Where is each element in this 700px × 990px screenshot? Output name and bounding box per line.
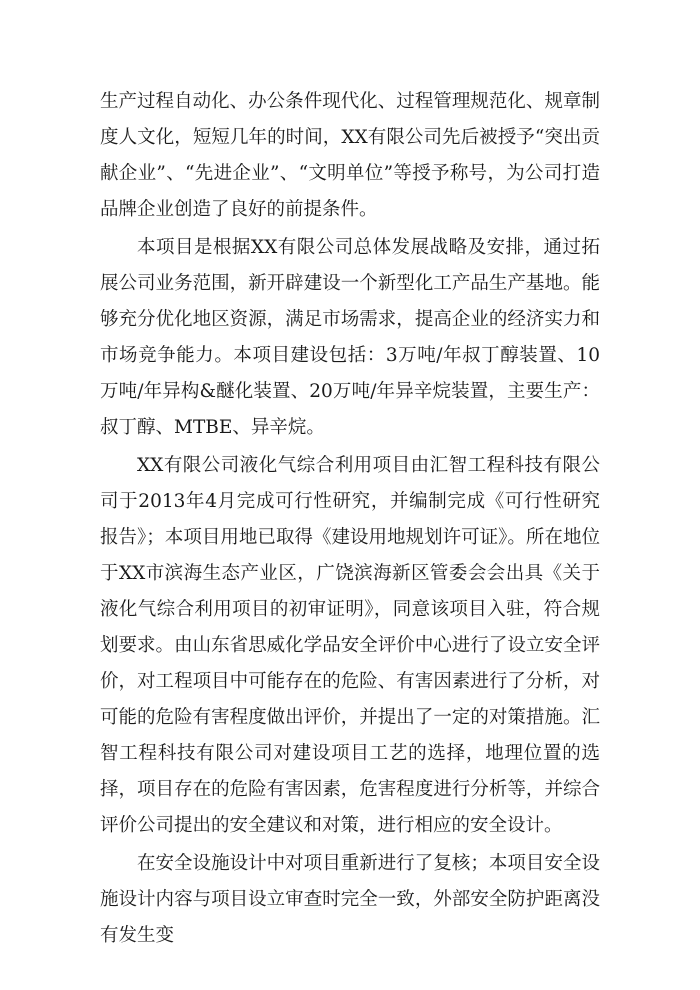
paragraph-4: 在安全设施设计中对项目重新进行了复核；本项目安全设施设计内容与项目设立审查时完全一致，外部安全防护距离没有发生变 [100,853,600,946]
document-body [100,84,600,956]
paragraph-3: XX有限公司液化气综合利用项目由汇智工程科技有限公司于2013年4月完成可行性研究，并编制完成《可行性研究报告》；本项目用地已取得《建设用地规划许可证》。所在地位于XX市滨海生态产业区，广饶滨海新区管委会会出具《关于液化气综合利用项目的初审证明》，同意该项目入驻，符合规划要求。由山东省思威化学品安全评价中心进行了设立安全评价，对工程项目中可能存在的危险、有害因素进行了分析，对可能的危险有害程度做出评价，并提出了一定的对策措施。汇智工程科技有限公司对建设项目工艺的选择，地理位置的选择，项目存在的危险有害因素，危害程度进行分析等，并综合评价公司提出的安全建议和对策，进行相应的安全设计。 [100,455,600,836]
paragraph-2: 本项目是根据XX有限公司总体发展战略及安排，通过拓展公司业务范围，新开辟建设一个新型化工产品生产基地。能够充分优化地区资源，满足市场需求，提高企业的经济实力和市场竞争能力。本项目建设包括：3万吨/年叔丁醇装置、10万吨/年异构&醚化装置、20万吨/年异辛烷装置，主要生产：叔丁醇、MTBE、异辛烷。 [100,237,600,438]
paragraph-1: 生产过程自动化、办公条件现代化、过程管理规范化、规章制度人文化，短短几年的时间，XX有限公司先后被授予“突出贡献企业”、“先进企业”、“文明单位”等授予称号，为公司打造品牌企业创造了良好的前提条件。 [100,91,600,220]
